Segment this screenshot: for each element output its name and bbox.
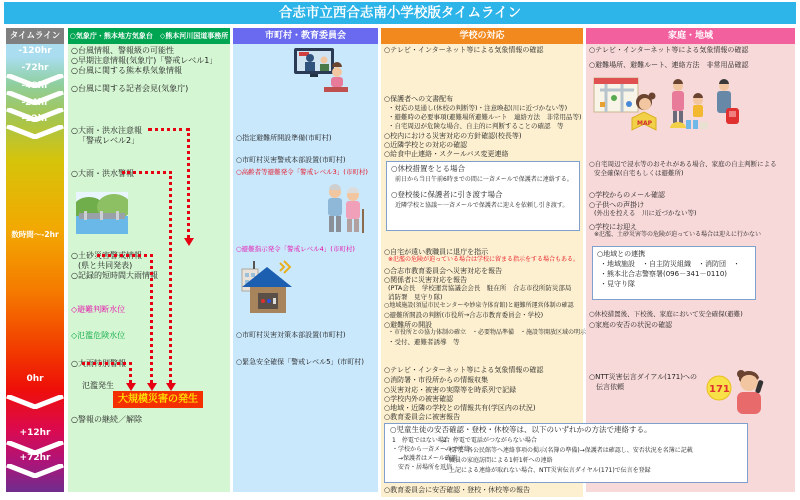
city-item: ○指定避難所開設準備(市町村) — [236, 134, 332, 142]
school-item: ○教育委員会に安否確認・登校・休校等の報告 — [384, 486, 531, 494]
school-item: ・自宅周辺が危険な場合、自主的に判断することの確認 等 — [388, 122, 564, 130]
school-item: ○合志市教育委員会へ災害対応を報告 — [384, 267, 503, 275]
weather-item-evacuation-judgement-level: ◇避難判断水位 — [71, 305, 126, 314]
home-item: ○学校からのメール確認 — [589, 191, 665, 199]
city-item: ○緊急安全確保「警戒レベル5」(市町村) — [236, 358, 365, 366]
escalation-line — [187, 128, 190, 238]
safety-box-line: ・学校から一斉メールで連絡 — [392, 446, 470, 453]
home-item: ○子供への声掛け — [589, 201, 645, 209]
weather-item-flood-danger-level: ◇氾濫危険水位 — [71, 331, 126, 340]
closure-box-line: 近隣学校と協議～一斉メールで保護者に迎えを依頼し引き渡す。 — [395, 202, 569, 209]
school-item: 消防署 見守り隊) — [388, 293, 443, 301]
school-item: ○給食中止連絡・スクールバス変更連絡 — [384, 150, 509, 158]
school-item: ・対応の見通し(休校の判断等)・注意喚起(川に近づかない等) — [388, 104, 568, 112]
safety-box-line: 1 停電ではない場合 — [392, 437, 450, 444]
emergency-kit-family-illustration — [668, 78, 740, 132]
weather-item: ○台風に関する熊本県気象情報 — [71, 66, 182, 75]
safety-box-title: ○児童生徒の安否確認・登校・休校等は、以下のいずれかの方法で連絡する。 — [390, 425, 652, 434]
escalation-line — [148, 128, 190, 131]
timeline-label: 数時間～-2hr — [11, 230, 59, 239]
school-item: ○避難所開設の判断(市役所→合志市教育委員会・学校) — [384, 311, 544, 319]
timeline-chevron — [6, 464, 64, 478]
safety-box-line: →保護者はメール確認、 — [392, 455, 463, 462]
school-item: ○教育委員会に被害報告 — [384, 413, 461, 421]
timeline-label: -24hr — [21, 98, 49, 108]
weather-item: ○記録的短時間大雨情報 — [71, 271, 158, 280]
timeline-label: -48hr — [21, 81, 49, 91]
community-box-line: ・地域施設 ・自主防災組織 ・消防団 ・ — [600, 260, 740, 268]
phone-171-illustration — [705, 366, 773, 416]
column-header-weather: ○気象庁・熊本地方気象台 ◇熊本河川国道事務所 — [68, 28, 230, 44]
home-item: ○避難場所、避難ルート、連絡方法 非常用品確認 — [589, 61, 749, 69]
safety-box-line: ・上記による連絡が取れない場合、NTT災害伝言ダイヤル(171)で伝言を登録 — [443, 467, 651, 474]
timeline-label: -12hr — [21, 114, 49, 124]
city-item-alert-level3: ○高齢者等避難発令「警戒レベル3」(市町村) — [236, 168, 368, 176]
school-item: (PTA会長 学校運営協議会会長 駐在所 合志市役所防災部局 — [388, 284, 572, 292]
safety-box-line: 2 停電で電話がつながらない場合 — [443, 437, 537, 444]
city-item: ○市町村災害警戒本部設置(市町村) — [236, 156, 346, 164]
weather-item: ○台風に関する記者会見(気象庁) — [71, 84, 189, 93]
escalation-arrow — [126, 383, 136, 391]
community-box-line: ・熊本北合志警察署(096－341－0110) — [600, 270, 727, 278]
timeline-header: タイムライン — [6, 28, 64, 44]
tv-news-illustration — [280, 46, 350, 94]
escalation-line — [129, 362, 132, 383]
timeline-label: +72hr — [19, 453, 51, 463]
school-item: ○保護者への文書配布 — [384, 95, 454, 103]
escalation-line — [150, 254, 153, 383]
escalation-line — [82, 362, 132, 365]
weather-item: ○大雨・洪水警報 — [71, 169, 134, 178]
home-item: ○学校にお迎え — [589, 223, 638, 231]
weather-item: ○警報の継続／解除 — [71, 415, 142, 424]
weather-item: 「警戒レベル2」 — [78, 136, 140, 145]
school-item: ○地域・近隣の学校との情報共有(学区内の状況) — [384, 404, 536, 412]
escalation-arrow — [184, 238, 194, 246]
home-item: ○休校措置後、下校後、家庭において安全確保(避難) — [589, 310, 743, 318]
timeline-label: -120hr — [18, 46, 52, 56]
school-item: ○避難所の開設 — [384, 321, 433, 329]
emergency-broadcast-house-illustration — [240, 259, 294, 319]
weather-item: ○大雨・洪水注意報 — [71, 126, 142, 135]
escalation-arrow — [166, 383, 176, 391]
home-item: ○家庭の安否の状況の確認 — [589, 321, 673, 329]
weather-item: ○早期注意情報(気象庁)「警戒レベル1」 — [71, 56, 218, 65]
timeline-label: +12hr — [19, 428, 51, 438]
school-item: ○テレビ・インターネット等による気象情報の確認 — [384, 366, 544, 374]
school-item: ・避難時の必要事項(避難場所避難ルート 連絡方法 非常用品等) — [388, 113, 582, 121]
column-header-home: 家庭・地域 — [586, 28, 795, 44]
home-item: ○テレビ・インターネット等による気象情報の確認 — [589, 46, 749, 54]
school-item: ○テレビ・インターネット等による気象情報の確認 — [384, 46, 544, 54]
school-item: ・受付、避難者誘導 等 — [388, 338, 460, 346]
badge-171-label: 171 — [709, 384, 730, 395]
timeline-chevron — [6, 125, 64, 139]
escalation-line — [122, 171, 172, 174]
major-disaster-box: 大規模災害の発生 — [113, 391, 203, 408]
community-box-line: ○地域との連携 — [597, 250, 646, 258]
safety-box-line: ・職員の家庭訪問による1軒1軒への連絡 — [443, 457, 553, 464]
escalation-line — [97, 254, 153, 257]
home-item: (外出を控える 川に近づかない等) — [594, 209, 697, 217]
weather-item: ○台風情報、警報級の可能性 — [71, 46, 174, 55]
timeline-chevron — [6, 395, 64, 409]
weather-item-flood-occurs: 氾濫発生 — [82, 381, 114, 390]
closure-box-line: ○休校措置をとる場合 — [391, 164, 466, 173]
school-item: ○近隣学校との対応の確認 — [384, 141, 468, 149]
city-item-alert-level4: ○避難指示発令「警戒レベル4」(市町村) — [236, 245, 355, 253]
closure-box-line: 前日から当日午前6時までの間に一斉メールで保護者に連絡する。 — [395, 176, 573, 183]
page-title: 合志市立西合志南小学校版タイムライン — [4, 2, 796, 24]
closure-box-line: ○登校後に保護者に引き渡す場合 — [391, 190, 503, 199]
home-item: ○NTT災害伝言ダイアル(171)への — [589, 373, 697, 381]
hazard-map-illustration — [592, 76, 662, 136]
school-item: ○学校内外の被害確認 — [384, 395, 454, 403]
home-item: ○自宅周辺で浸水等のおそれがある場合、家庭の自主判断による — [589, 160, 777, 168]
weather-item: ○土砂災害警戒情報 — [71, 251, 142, 260]
school-item-warning-note: ※氾濫の危険が迫っている場合は学校に留まる指示をする場合もある。 — [388, 256, 580, 263]
community-box-line: ・見守り隊 — [600, 280, 635, 288]
safety-box-line: 安否・居場所を返信 — [392, 464, 453, 471]
column-header-school: 学校の対応 — [381, 28, 583, 44]
elderly-couple-illustration — [322, 183, 366, 237]
school-item: ○地域施設(須屋市民センターや妙泉寺体育館)と避難所運営体制の確認 — [384, 302, 574, 309]
timeline-label: 0hr — [26, 374, 44, 384]
city-item: ○市町村災害対策本部設置(市町村) — [236, 331, 346, 339]
school-item: ・市役所との協力体制の確立 ・必要物品準備 ・施設等開放区域の明示 — [388, 329, 587, 336]
school-item: ○災害対応・被害の実際等を時系列で記録 — [384, 386, 517, 394]
map-label: MAP — [637, 120, 653, 127]
timeline-label: -72hr — [21, 63, 49, 73]
column-header-city: 市町村・教育委員会 — [233, 28, 378, 44]
school-item: ○校内における災害対応の方針確認(校長等) — [384, 132, 522, 140]
escalation-arrow — [147, 383, 157, 391]
home-item: 安全確保(自宅もしくは避難所) — [594, 169, 684, 177]
flood-illustration — [76, 192, 128, 234]
weather-item: (県と共同発表) — [78, 261, 133, 270]
school-item: ○消防署・市役所からの情報収集 — [384, 376, 489, 384]
safety-box-line: ・校門、各公民館等へ連絡事項の掲示(名簿の準備)→保護者は確認し、安否状況を名簿に記載 — [443, 447, 693, 454]
weather-item: ○大雨特別警報 — [71, 359, 126, 368]
home-item: 伝言依頼 — [596, 383, 624, 391]
school-item: ○関係者に災害対応を報告 — [384, 276, 468, 284]
escalation-line — [169, 171, 172, 383]
home-item-warning-note: ※氾濫、土砂災害等の危険が迫っている場合は迎えに行かない — [594, 231, 762, 238]
school-item: ○自宅が遠い教職員に退庁を指示 — [384, 248, 489, 256]
